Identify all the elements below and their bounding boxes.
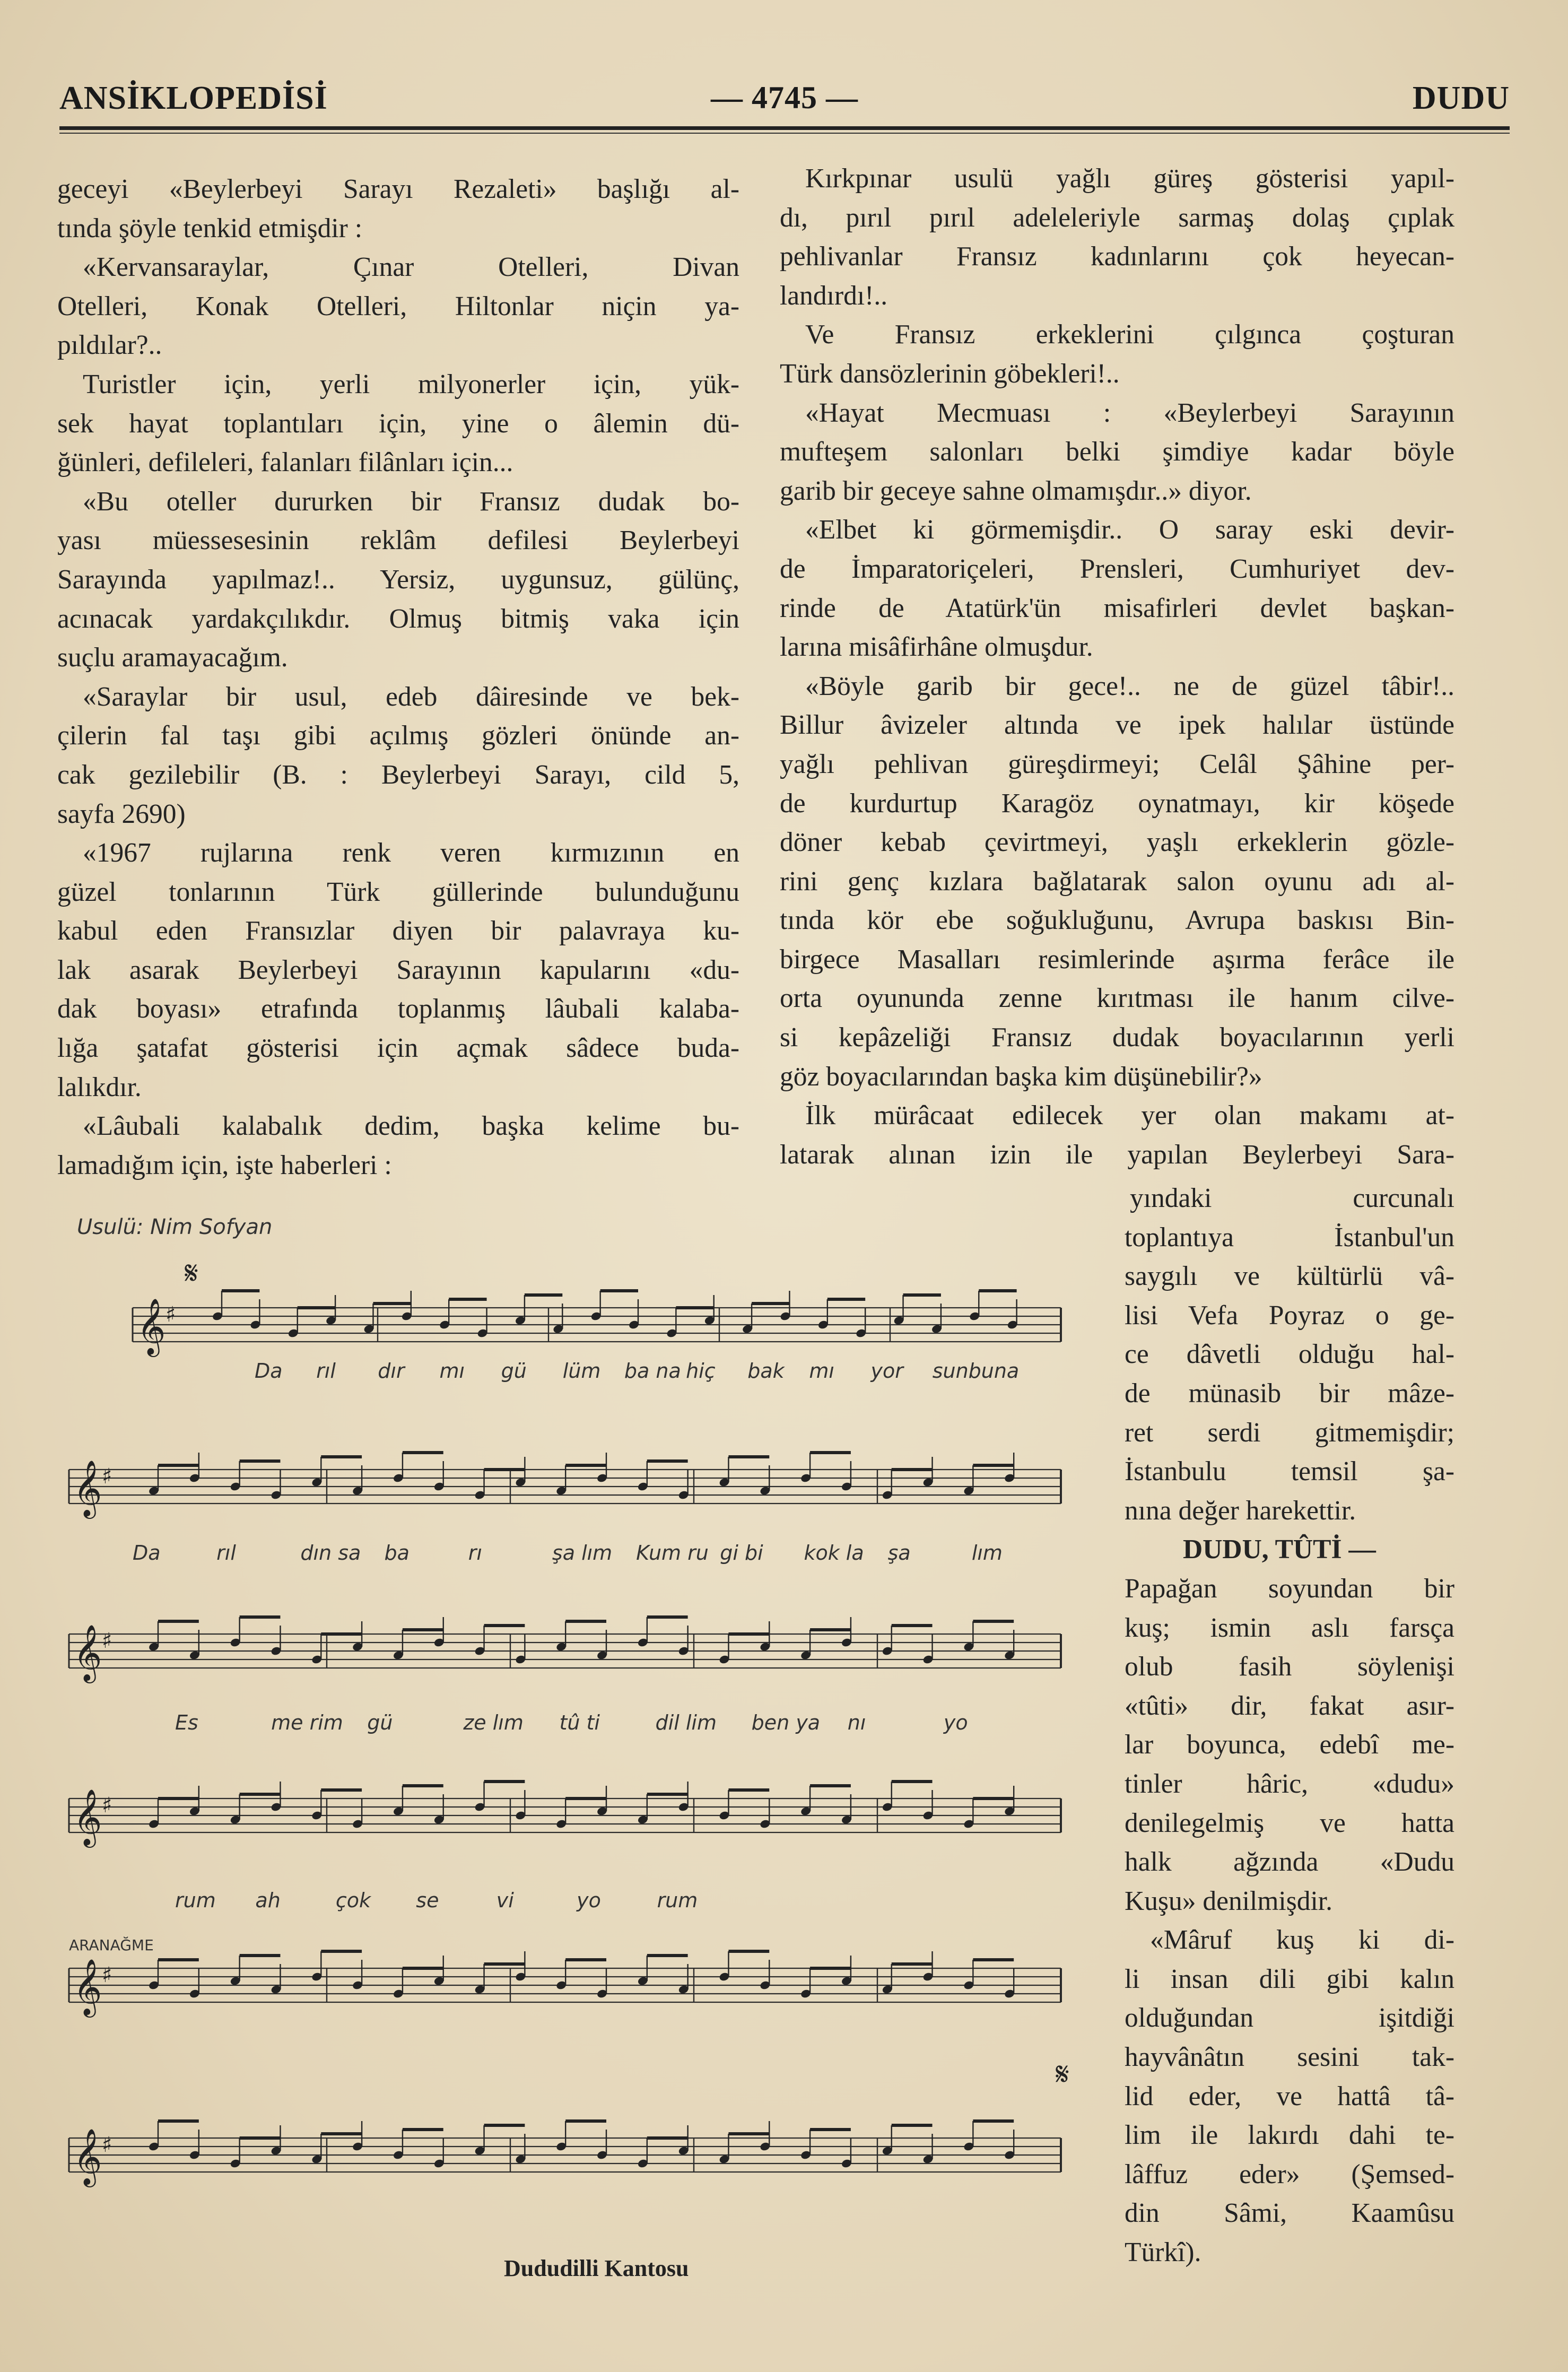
text-line: landırdı!.. [780, 280, 888, 311]
lyric-syllable: me rim [271, 1711, 343, 1734]
sharp-sign: ♯ [165, 1302, 176, 1327]
text-line: ret serdi gitmemişdir; [1125, 1417, 1454, 1448]
text-line: tinler hâric, «dudu» [1125, 1768, 1454, 1799]
lyric-syllable: mı [809, 1359, 834, 1383]
text-line: Otelleri, Konak Otelleri, Hiltonlar niçin ya- [57, 291, 739, 322]
text-line: dı, pırıl pırıl adeleleriyle sarmaş dolaş çıplak [780, 202, 1454, 233]
text-line: rini genç kızlara bağlatarak salon oyunu adı al- [780, 866, 1454, 897]
text-line: ce dâvetli olduğu hal- [1125, 1339, 1454, 1370]
lyric-syllable: Es [175, 1711, 198, 1734]
lyric-syllable: dın sa [300, 1541, 361, 1565]
text-line: nına değer harekettir. [1125, 1495, 1356, 1526]
text-line: din Sâmi, Kaamûsu [1125, 2198, 1454, 2229]
text-line: Türk dansözlerinin göbekleri!.. [780, 358, 1120, 389]
treble-clef: 𝄞 [73, 2128, 102, 2185]
sharp-sign: ♯ [102, 1963, 112, 1987]
text-line: de münasib bir mâze- [1125, 1378, 1454, 1409]
treble-clef: 𝄞 [73, 1459, 102, 1516]
text-line: cak gezilebilir (B. : Beylerbeyi Sarayı, cild 5, [57, 759, 739, 790]
text-line: rinde de Atatürk'ün misafirleri devlet başkan- [780, 593, 1454, 623]
text-line: «Kervansaraylar, Çınar Otelleri, Divan [83, 252, 739, 283]
text-line: «Lâubali kalabalık dedim, başka kelime bu- [83, 1111, 739, 1142]
text-line: İlk mürâcaat edilecek yer olan makamı at- [805, 1100, 1454, 1131]
lyric-syllable: nı [847, 1711, 866, 1734]
lyric-syllable: rum [657, 1889, 698, 1912]
text-line: lâffuz eder» (Şemsed- [1125, 2159, 1454, 2189]
text-line: orta oyununda zenne kırıtması ile hanım cilve- [780, 983, 1454, 1014]
text-line: garib bir geceye sahne olmamışdır..» diyor. [780, 475, 1252, 506]
text-line: yası müessesesinin reklâm defilesi Beylerbeyi [57, 525, 739, 556]
text-line: yındaki curcunalı [1130, 1183, 1454, 1213]
text-line: larına misâfirhâne olmuşdur. [780, 632, 1093, 663]
entry-heading-dudu-tuti: DUDU, TÛTİ — [1183, 1534, 1376, 1565]
text-line: kuş; ismin aslı farsça [1125, 1612, 1454, 1643]
lyric-syllable: Da [255, 1359, 283, 1383]
text-line: «1967 rujlarına renk veren kırmızının en [83, 838, 739, 868]
sharp-sign: ♯ [102, 2133, 112, 2157]
text-line: acınacak yardakçılıkdır. Olmuş bitmiş vaka için [57, 603, 739, 634]
text-line: sayfa 2690) [57, 798, 186, 829]
right-narrow-text-column [1125, 1179, 1454, 2272]
text-line: İstanbulu temsil şa- [1125, 1456, 1454, 1487]
text-line: pıldılar?.. [57, 330, 162, 361]
text-line: lim ile lakırdı dahi te- [1125, 2120, 1454, 2151]
aranagme-label: ARANAĞME [69, 1936, 154, 1954]
text-line: birgece Masalları resimlerinde aşırma ferâce ile [780, 944, 1454, 975]
text-line: mufteşem salonları belki şimdiye kadar böyle [780, 437, 1454, 467]
text-line: lar boyunca, edebî me- [1125, 1730, 1454, 1760]
text-line: çilerin fal taşı gibi açılmış gözleri önünde an- [57, 720, 739, 751]
segno-sign: 𝄋 [185, 1255, 198, 1292]
page-number: — 4745 — [711, 80, 858, 115]
text-line: ğünleri, defileleri, falanları filânları için... [57, 447, 513, 478]
lyric-syllable: vi [496, 1889, 514, 1912]
text-line: «Elbet ki görmemişdir.. O saray eski devir- [805, 515, 1454, 545]
lyric-syllable: gü [501, 1359, 527, 1383]
lyric-syllable: kok la [804, 1541, 864, 1565]
text-line: toplantıya İstanbul'un [1125, 1222, 1454, 1253]
lyric-syllable: rıl [316, 1359, 336, 1383]
right-text-column [780, 159, 1454, 1174]
text-line: Kırkpınar usulü yağlı güreş gösterisi yapıl- [805, 163, 1454, 194]
lyric-syllable: rı [468, 1541, 482, 1565]
treble-clef: 𝄞 [73, 1788, 102, 1845]
text-line: olub fasih söylenişi [1125, 1652, 1454, 1682]
sharp-sign: ♯ [102, 1793, 112, 1818]
text-line: li insan dili gibi kalın [1125, 1963, 1454, 1994]
text-line: göz boyacılarından başka kim düşünebilir?» [780, 1061, 1262, 1092]
text-line: Kuşu» denilmişdir. [1125, 1886, 1332, 1916]
text-line: sek hayat toplantıları için, yine o âlemin dü- [57, 408, 739, 439]
text-line: «tûti» dir, fakat asır- [1125, 1690, 1454, 1721]
lyric-syllable: yor [870, 1359, 903, 1383]
text-line: «Saraylar bir usul, edeb dâiresinde ve bek- [83, 681, 739, 712]
lyric-syllable: ben ya [751, 1711, 821, 1734]
lyric-syllable: yo [943, 1711, 968, 1734]
usul-label: Usulü: Nim Sofyan [77, 1215, 273, 1239]
text-line: Türkî). [1125, 2237, 1201, 2268]
text-line: denilegelmiş ve hatta [1125, 1808, 1454, 1838]
text-line: «Bu oteller dururken bir Fransız dudak bo- [83, 486, 739, 517]
text-line: hayvânâtın sesini tak- [1125, 2042, 1454, 2073]
lyric-syllable: çok [335, 1889, 371, 1912]
text-line: saygılı ve kültürlü vâ- [1125, 1261, 1454, 1292]
text-line: de kurdurtup Karagöz oynatmayı, kir köşede [780, 788, 1454, 819]
text-line: halk ağzında «Dudu [1125, 1847, 1454, 1878]
header-encyclopedia-title: ANSİKLOPEDİSİ [59, 80, 328, 116]
text-line: Turistler için, yerli milyonerler için, yük- [83, 369, 739, 399]
text-line: yağlı pehlivan güreşdirmeyi; Celâl Şâhine per- [780, 749, 1454, 779]
treble-clef: 𝄞 [73, 1624, 102, 1681]
lyric-syllable: şa [887, 1541, 911, 1565]
lyric-syllable: hiç [686, 1359, 716, 1383]
lyric-syllable: ba na [624, 1359, 681, 1383]
text-line: tında şöyle tenkid etmişdir : [57, 213, 362, 244]
lyric-syllable: lım [971, 1541, 1003, 1565]
header-entry-title: DUDU [1412, 80, 1510, 116]
left-text-column [57, 170, 739, 1185]
text-line: Sarayında yapılmaz!.. Yersiz, uygunsuz, gülünç, [57, 564, 739, 595]
lyric-syllable: se [416, 1889, 439, 1912]
lyric-syllable: mı [439, 1359, 465, 1383]
lyric-syllable: rıl [216, 1541, 236, 1565]
text-line: geceyi «Beylerbeyi Sarayı Rezaleti» başlığı al- [57, 174, 739, 204]
text-line: lamadığım için, işte haberleri : [57, 1150, 392, 1180]
text-line: de İmparatoriçeleri, Prensleri, Cumhuriyet dev- [780, 553, 1454, 584]
lyric-syllable: rum [175, 1889, 216, 1912]
music-caption: Dududilli Kantosu [504, 2255, 689, 2281]
lyric-syllable: sunbu [932, 1359, 994, 1383]
text-line: «Böyle garib bir gece!.. ne de güzel tâbir!.. [805, 671, 1454, 701]
text-line: dak boyası» etrafında toplanmış lâubali kalaba- [57, 994, 739, 1024]
text-line: «Hayat Mecmuası : «Beylerbeyi Sarayının [805, 397, 1454, 428]
lyric-syllable: ba [384, 1541, 410, 1565]
sharp-sign: ♯ [102, 1629, 112, 1653]
lyric-syllable: tû ti [559, 1711, 600, 1734]
lyric-syllable: Kum ru [636, 1541, 709, 1565]
lyric-syllable: dır [378, 1359, 405, 1383]
lyric-syllable: şa lım [552, 1541, 613, 1565]
text-line: lığa şatafat gösterisi için açmak sâdece buda- [57, 1033, 739, 1064]
page-header [59, 80, 1510, 127]
text-line: tında kör ebe soğukluğunu, Avrupa baskısı Bin- [780, 905, 1454, 936]
lyric-syllable: Da [133, 1541, 161, 1565]
lyric-syllable: ah [255, 1889, 281, 1912]
text-line: Ve Fransız erkeklerini çılgınca çoşturan [805, 319, 1454, 350]
lyric-syllable: na [994, 1359, 1020, 1383]
lyric-syllable: dil lim [655, 1711, 717, 1734]
text-line: olduğundan işitdiği [1125, 2003, 1454, 2034]
sharp-sign: ♯ [102, 1464, 112, 1489]
text-line: kabul eden Fransızlar diyen bir palavraya ku- [57, 916, 739, 946]
header-rule [59, 126, 1510, 130]
treble-clef: 𝄞 [73, 1958, 102, 2015]
treble-clef: 𝄞 [137, 1298, 166, 1354]
header-rule-thin [59, 133, 1510, 134]
text-line: latarak alınan izin ile yapılan Beylerbeyi Sara- [780, 1139, 1454, 1170]
segno-sign: 𝄋 [1056, 2056, 1069, 2093]
text-line: döner kebab çevirtmeyi, yaşlı erkeklerin gözle- [780, 827, 1454, 858]
text-line: lalıkdır. [57, 1072, 142, 1102]
text-line: pehlivanlar Fransız kadınlarını çok heyecan- [780, 241, 1454, 272]
lyric-syllable: gü [367, 1711, 393, 1734]
lyric-syllable: ze lım [463, 1711, 524, 1734]
text-line: lid eder, ve hattâ tâ- [1125, 2081, 1454, 2112]
text-line: lisi Vefa Poyraz o ge- [1125, 1300, 1454, 1331]
lyric-syllable: gi bi [720, 1541, 763, 1565]
text-line: Papağan soyundan bir [1125, 1573, 1454, 1604]
text-line: suçlu aramayacağım. [57, 642, 288, 673]
text-line: güzel tonlarının Türk güllerinde bulunduğunu [57, 876, 739, 907]
lyric-syllable: yo [577, 1889, 601, 1912]
lyric-syllable: lüm [562, 1359, 601, 1383]
text-line: Billur âvizeler altında ve ipek halılar üstünde [780, 710, 1454, 741]
lyric-syllable: bak [747, 1359, 785, 1383]
text-line: «Mâruf kuş ki di- [1150, 1925, 1454, 1956]
text-line: lak asarak Beylerbeyi Sarayının kapularını «du- [57, 954, 739, 985]
text-line: si kepâzeliği Fransız dudak boyacılarının yerli [780, 1022, 1454, 1053]
